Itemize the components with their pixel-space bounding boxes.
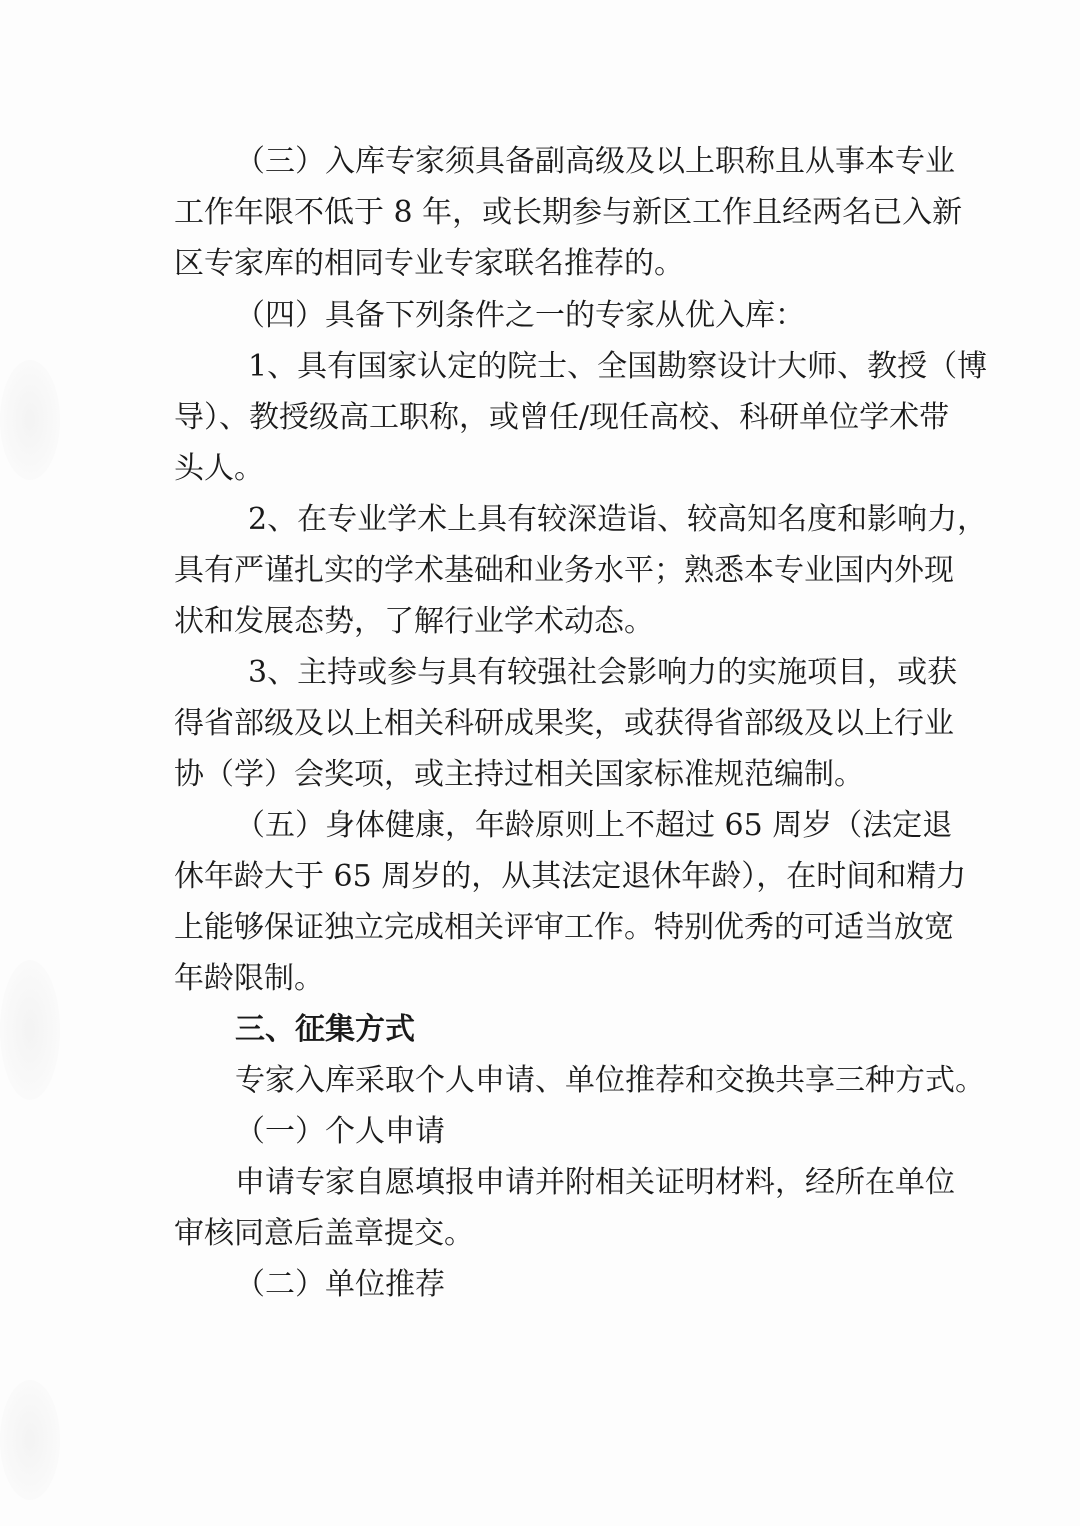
- scan-smudge: [0, 960, 60, 1100]
- text-line: 区专家库的相同专业专家联名推荐的。: [174, 246, 684, 281]
- text-line: （三）入库专家须具备副高级及以上职称且从事本专业: [235, 144, 955, 179]
- scan-smudge: [0, 1380, 60, 1500]
- text-line: 导）、教授级高工职称，或曾任/现任高校、科研单位学术带: [174, 400, 950, 435]
- sub-heading: （一）个人申请: [235, 1114, 445, 1149]
- sub-heading: （二）单位推荐: [235, 1267, 445, 1302]
- text-line: 3、主持或参与具有较强社会影响力的实施项目，或获: [248, 655, 958, 690]
- text-line: 协（学）会奖项，或主持过相关国家标准规范编制。: [174, 757, 864, 792]
- scan-smudge: [0, 360, 60, 480]
- text-line: 1、具有国家认定的院士、全国勘察设计大师、教授（博: [248, 349, 988, 384]
- text-line: （四）具备下列条件之一的专家从优入库：: [235, 298, 805, 333]
- text-line: （五）身体健康，年龄原则上不超过 65 周岁（法定退: [235, 808, 953, 843]
- text-line: 年龄限制。: [174, 961, 324, 996]
- text-line: 2、在专业学术上具有较深造诣、较高知名度和影响力，: [248, 502, 988, 537]
- text-line: 上能够保证独立完成相关评审工作。特别优秀的可适当放宽: [174, 910, 954, 945]
- text-line: 得省部级及以上相关科研成果奖，或获得省部级及以上行业: [174, 706, 954, 741]
- text-line: 休年龄大于 65 周岁的，从其法定退休年龄），在时间和精力: [174, 859, 967, 894]
- section-heading: 三、征集方式: [235, 1012, 415, 1047]
- text-line: 专家入库采取个人申请、单位推荐和交换共享三种方式。: [235, 1063, 985, 1098]
- text-line: 审核同意后盖章提交。: [174, 1216, 474, 1251]
- text-line: 具有严谨扎实的学术基础和业务水平；熟悉本专业国内外现: [174, 553, 954, 588]
- text-line: 工作年限不低于 8 年，或长期参与新区工作且经两名已入新: [174, 195, 963, 230]
- text-line: 状和发展态势，了解行业学术动态。: [174, 604, 654, 639]
- text-line: 申请专家自愿填报申请并附相关证明材料，经所在单位: [235, 1165, 955, 1200]
- text-line: 头人。: [174, 451, 264, 486]
